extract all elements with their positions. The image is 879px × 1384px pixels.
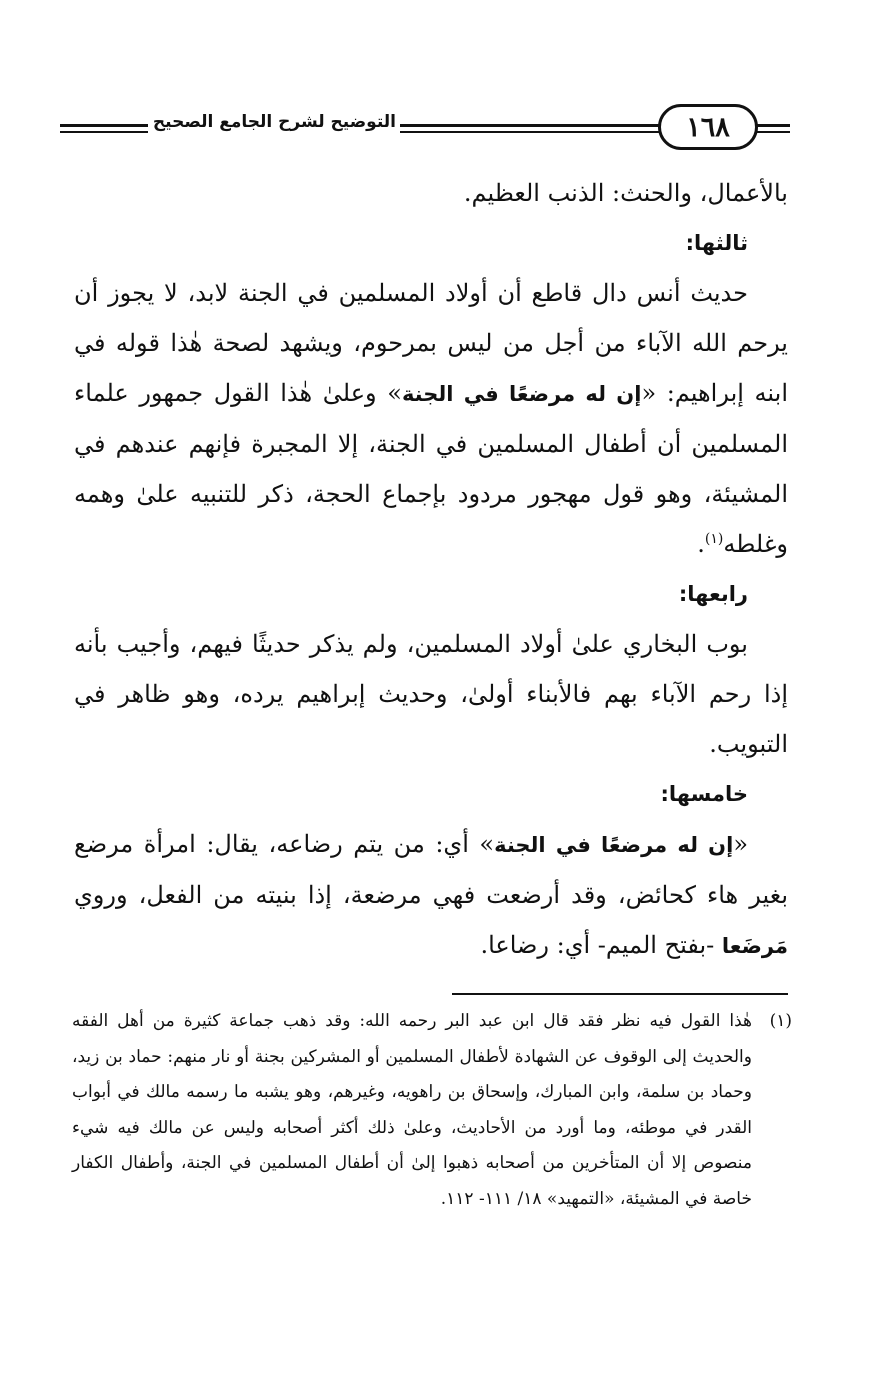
section-heading-3: ثالثها:	[685, 231, 748, 255]
header-rule-middle-2	[400, 131, 662, 133]
paragraph-5	[74, 819, 788, 971]
paragraph-5-text-a: » أي: من يتم رضاعه، يقال: امرأة مرضع بغير هاء كحائض، وقد أرضعت فهي مرضعة، إذا بنيته من الفعل، وروي	[74, 830, 788, 909]
variant-reading: مَرضَعا	[721, 934, 788, 958]
footnote-text: هٰذا القول فيه نظر فقد قال ابن عبد البر رحمه الله: وقد ذهب جماعة كثيرة من أهل الفقه والحديث إلى الوقوف عن الشهادة لأطفال المسلمين أو المشركين بجنة أو نار منهم: حماد بن زيد، وحماد بن سلمة، وابن المبارك، وإسحاق بن راهويه، وغيرهم، وهو يشبه ما رسمه مالك في أبواب القدر في موطئه، وما أورد من الأحاديث، وعلىٰ ذلك أكثر أصحابه وليس عن مالك فيه شيء منصوص إلا أن المتأخرين من أصحابه ذهبوا إلىٰ أن أطفال المسلمين في الجنة، وأطفال الكفار خاصة في المشيئة، «التمهيد» ١٨/ ١١١- ١١٢.	[72, 1011, 752, 1209]
section-heading-5: خامسها:	[660, 782, 748, 806]
paragraph-3-text-a: حديث أنس دال قاطع أن أولاد المسلمين في الجنة لابد، لا يجوز أن يرحم الله الآباء من أجل من ليس بمرحوم، ويشهد لصحة هٰذا قوله في ابنه إبراهيم: «	[74, 279, 788, 407]
main-text	[74, 168, 788, 971]
paragraph-3	[74, 268, 788, 569]
footnote-item	[72, 1004, 792, 1217]
page-header	[60, 100, 790, 156]
page-number: ١٦٨	[658, 104, 758, 150]
running-title: التوضيح لشرح الجامع الصحيح	[152, 112, 396, 132]
hadith-quote-2: إن له مرضعًا في الجنة	[494, 833, 734, 857]
paragraph-3-end: .	[697, 530, 705, 558]
header-rule-left	[60, 124, 148, 127]
footnotes	[72, 1004, 792, 1217]
paragraph-3-text-b: » وعلىٰ هٰذا القول جمهور علماء المسلمين أن أطفال المسلمين في الجنة، إلا المجبرة فإنهم عندهم في المشيئة، وهو قول مهجور مردود بإجماع الحجة، ذكر للتنبيه علىٰ وهمه وغلطه	[74, 379, 789, 558]
paragraph-5-text-b: -بفتح الميم- أي: رضاعا.	[480, 931, 722, 959]
header-rule-left-2	[60, 131, 148, 133]
hadith-quote: إن له مرضعًا في الجنة	[401, 382, 642, 406]
header-rule-middle	[400, 124, 662, 127]
footnote-ref-1: (١)	[704, 531, 724, 547]
paragraph-0: بالأعمال، والحنث: الذنب العظيم.	[463, 179, 788, 207]
footnote-number: (١)	[769, 1011, 792, 1031]
footnote-separator	[452, 993, 788, 995]
section-heading-4: رابعها:	[678, 582, 748, 606]
paragraph-5-open: «	[733, 830, 748, 858]
paragraph-4: بوب البخاري علىٰ أولاد المسلمين، ولم يذكر حديثًا فيهم، وأجيب بأنه إذا رحم الآباء بهم فالأبناء أولىٰ، وحديث إبراهيم يرده، وهو ظاهر في التبويب.	[74, 630, 788, 758]
